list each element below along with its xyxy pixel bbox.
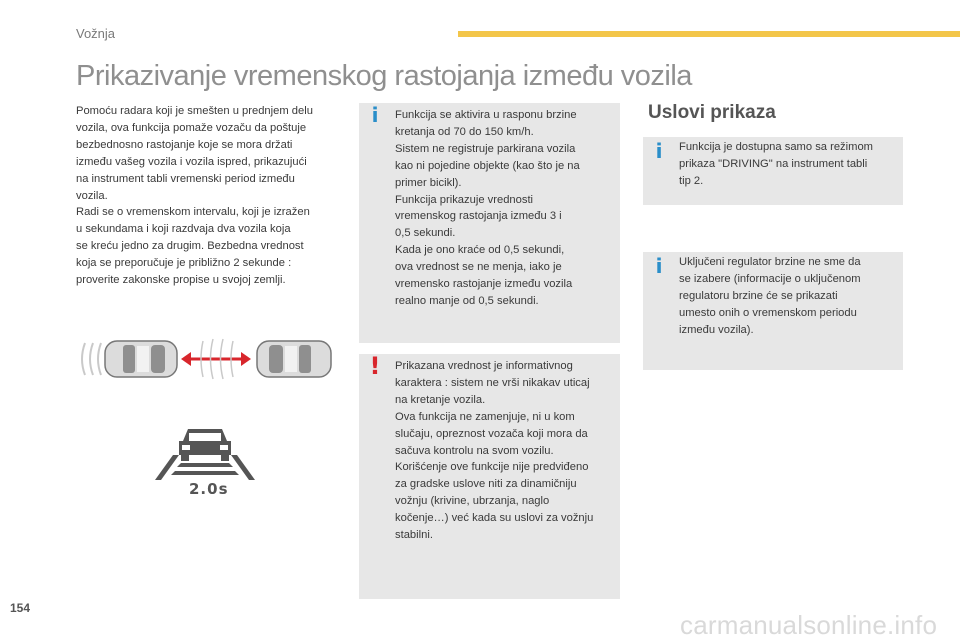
text-line: stabilni. — [395, 529, 433, 542]
text-line: tip 2. — [679, 174, 704, 187]
text-line: bezbednosno rastojanje koje se mora držati — [76, 138, 293, 151]
text-line: na instrument tabli vremenski period između — [76, 172, 295, 185]
text-line: Korišćenje ove funkcije nije predviđeno — [395, 461, 589, 474]
info-icon: i — [371, 103, 379, 127]
text-line: Ova funkcija ne zamenjuje, ni u kom — [395, 410, 575, 423]
text-line: Kada je ono kraće od 0,5 sekundi, — [395, 244, 565, 257]
text-line: karaktera : sistem ne vrši nikakav uticaj — [395, 376, 590, 389]
text-line: kao ni pojedine objekte (kao što je na — [395, 159, 580, 172]
text-line: prikaza "DRIVING" na instrument tabli — [679, 157, 868, 170]
text-line: vožnju (krivine, ubrzanja, naglo — [395, 495, 550, 508]
vehicle-distance-illustration — [77, 335, 342, 385]
page-number: 154 — [10, 601, 31, 615]
text-line: se kreću jedno za drugim. Bezbedna vrednost — [76, 240, 304, 253]
info-icon: i — [655, 139, 663, 163]
text-line: realno manje od 0,5 sekundi. — [395, 294, 539, 307]
info-icon: i — [655, 254, 663, 278]
text-line: između vašeg vozila i vozila ispred, prikazujući — [76, 155, 307, 168]
text-line: vremenskog rastojanja između 3 i — [395, 210, 562, 223]
text-line: Funkcija je dostupna samo sa režimom — [679, 141, 874, 153]
text-line: Uključeni regulator brzine ne sme da — [679, 256, 861, 268]
text-line: kočenje…) već kada su uslovi za vožnju — [395, 512, 594, 525]
intro-text — [76, 103, 348, 289]
car-front-view-icon — [179, 429, 231, 461]
text-line: Radi se o vremenskom intervalu, koji je izražen — [76, 206, 310, 219]
text-line: ova vrednost se ne menja, iako je — [395, 261, 562, 274]
text-line: Pomoću radara koji je smešten u prednjem delu — [76, 105, 313, 117]
text-line: kretanja od 70 do 150 km/h. — [395, 125, 534, 138]
info-box-text — [679, 139, 895, 190]
page-title: Prikazivanje vremenskog rastojanja između vozila — [76, 60, 692, 92]
motion-lines-icon — [82, 343, 101, 375]
warning-box-text — [395, 358, 612, 544]
text-line: između vozila). — [679, 323, 754, 336]
info-box-speed-range — [359, 103, 620, 343]
text-line: na kretanje vozila. — [395, 393, 486, 406]
watermark: carmanualsonline.info — [680, 610, 938, 640]
warning-box — [359, 354, 620, 599]
text-line: regulatoru brzine će se prikazati — [679, 289, 838, 302]
car-front-icon — [257, 341, 331, 377]
section-heading: Uslovi prikaza — [648, 102, 776, 123]
text-line: vozila, ova funkcija pomaže vozaču da poštuje — [76, 121, 307, 134]
section-label: Vožnja — [76, 26, 116, 41]
info-box-text — [679, 254, 895, 339]
road-lines-icon — [155, 455, 255, 480]
car-rear-icon — [105, 341, 177, 377]
text-line: proverite zakonske propise u svojoj zemlji. — [76, 274, 286, 287]
text-line: sačuva kontrolu na svom vozilu. — [395, 444, 554, 457]
text-line: primer bicikl). — [395, 176, 462, 189]
text-line: u sekundama i koji razdvaja dva vozila koja — [76, 223, 291, 236]
distance-value-label: 2.0s — [189, 480, 229, 498]
text-line: vozila. — [76, 189, 108, 202]
distance-display-icon — [155, 425, 255, 505]
info-box-display-mode — [643, 137, 903, 205]
warning-icon: ! — [369, 352, 381, 380]
text-line: Funkcija prikazuje vrednosti — [395, 193, 534, 206]
info-box-text — [395, 107, 612, 310]
text-line: se izabere (informacije o uključenom — [679, 272, 861, 285]
text-line: vremensko rastojanje između vozila — [395, 278, 573, 291]
text-line: koja se preporučuje je približno 2 sekunde : — [76, 257, 292, 270]
text-line: Funkcija se aktivira u rasponu brzine — [395, 109, 577, 121]
distance-arrow-icon — [181, 352, 251, 366]
header-accent-bar — [458, 31, 960, 37]
text-line: za gradske uslove niti za dinamičniju — [395, 478, 577, 491]
text-line: 0,5 sekundi. — [395, 227, 456, 240]
info-box-cruise-control — [643, 252, 903, 370]
text-line: Prikazana vrednost je informativnog — [395, 360, 573, 372]
text-line: slučaju, opreznost vozača koji mora da — [395, 427, 588, 440]
text-line: umesto onih o vremenskom periodu — [679, 306, 857, 319]
text-line: Sistem ne registruje parkirana vozila — [395, 142, 576, 155]
